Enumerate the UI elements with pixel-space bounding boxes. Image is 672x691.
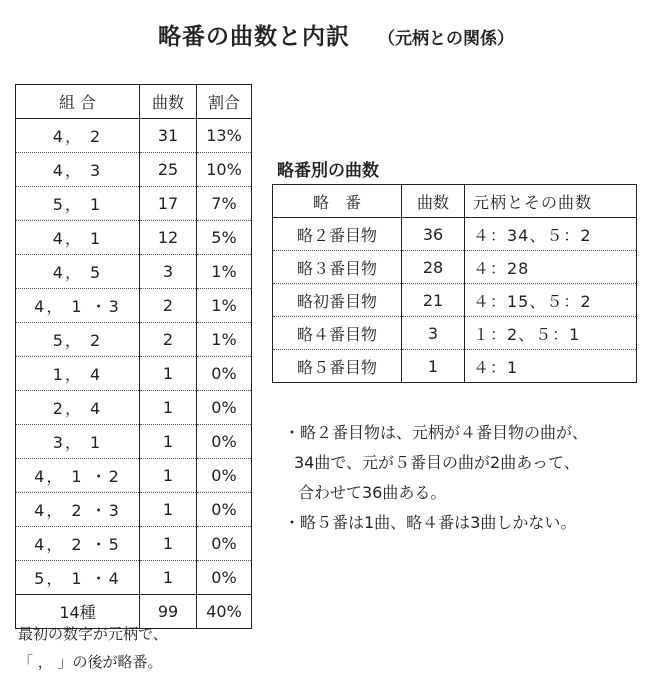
note-item: 合わせて36曲ある。 [298, 483, 447, 502]
cell-combination: 4， 2 [16, 119, 140, 153]
cell-combination: 4， 3 [16, 153, 140, 187]
cell-count: 36 [402, 218, 465, 251]
header-ryaku: 略 番 [273, 185, 402, 218]
combination-note [18, 620, 168, 676]
cell-ratio: 1% [197, 323, 252, 357]
table-row [16, 391, 252, 425]
table-row [16, 187, 252, 221]
table-row [16, 323, 252, 357]
table-row [16, 493, 252, 527]
table-row [16, 119, 252, 153]
ryaku-heading: 略番別の曲数 [277, 161, 379, 181]
note-item: ・略２番目物は、元柄が４番目物の曲が、 [284, 423, 589, 442]
table-row [16, 459, 252, 493]
cell-ratio: 0% [197, 425, 252, 459]
cell-ryaku: 略５番目物 [296, 357, 377, 377]
total-ratio: 40% [197, 595, 252, 629]
cell-ryaku: 略２番目物 [273, 218, 402, 251]
cell-ratio: 7% [197, 187, 252, 221]
cell-ratio: 10% [197, 153, 252, 187]
table-row [16, 561, 252, 595]
cell-ratio: 0% [197, 493, 252, 527]
header-count: 曲数 [140, 85, 197, 119]
cell-ratio: 1% [197, 289, 252, 323]
note-item: ・略５番は1曲、略４番は3曲しかない。 [284, 513, 577, 532]
cell-count: 25 [140, 153, 197, 187]
cell-ryaku: 略３番目物 [273, 251, 402, 284]
cell-ratio: 5% [197, 221, 252, 255]
table-row [273, 317, 637, 350]
table-row [273, 284, 637, 317]
cell-ratio: 0% [197, 561, 252, 595]
note-line: 「 ， 」の後が略番。 [18, 653, 163, 671]
cell-count: 1 [140, 425, 197, 459]
cell-combination: 4， 1 ・2 [16, 459, 140, 493]
cell-ratio: 0% [197, 459, 252, 493]
table-row [273, 350, 637, 383]
table-row [16, 289, 252, 323]
cell-combination: 1， 4 [16, 357, 140, 391]
cell-combination: 4， 2 ・5 [16, 527, 140, 561]
cell-origin-detail: ４：1 [465, 350, 637, 383]
cell-origin-detail: ４：34、５：2 [465, 218, 637, 251]
page-title [0, 18, 672, 51]
cell-count: 1 [140, 357, 197, 391]
cell-count: 1 [140, 391, 197, 425]
cell-count: 1 [140, 527, 197, 561]
cell-combination: 3， 1 [16, 425, 140, 459]
title-main: 略番の曲数と内訳 [158, 24, 350, 50]
cell-combination: 4， 1 [16, 221, 140, 255]
cell-count: 12 [140, 221, 197, 255]
header-ratio: 割合 [197, 85, 252, 119]
cell-ratio: 0% [197, 527, 252, 561]
cell-combination: 5， 1 [16, 187, 140, 221]
cell-count: 28 [402, 251, 465, 284]
total-count: 99 [140, 595, 197, 629]
cell-ryaku: 略初番目物 [273, 284, 402, 317]
table-header-row [273, 185, 637, 218]
total-kinds: 14種 [16, 595, 140, 629]
table-row [16, 255, 252, 289]
note-line: 最初の数字が元柄で、 [18, 625, 168, 643]
cell-ratio: 0% [197, 357, 252, 391]
table-row [273, 251, 637, 284]
title-sub: （元柄との関係） [378, 29, 514, 49]
cell-count: 2 [140, 289, 197, 323]
table-row [273, 218, 637, 251]
notes-list [284, 418, 588, 538]
cell-origin-detail: ４：15、５：2 [465, 284, 637, 317]
cell-count: 3 [402, 317, 465, 350]
cell-count: 31 [140, 119, 197, 153]
cell-combination: 4， 1 ・3 [16, 289, 140, 323]
cell-origin-detail: １：2、５：1 [465, 317, 637, 350]
cell-combination: 2， 4 [16, 391, 140, 425]
cell-ratio: 0% [197, 391, 252, 425]
header-origin-detail: 元柄とその曲数 [465, 185, 637, 218]
table-row [16, 527, 252, 561]
cell-combination: 4， 2 ・3 [16, 493, 140, 527]
cell-count: 3 [140, 255, 197, 289]
table-header-row [16, 85, 252, 119]
cell-count: 2 [140, 323, 197, 357]
cell-combination: 4， 5 [16, 255, 140, 289]
cell-combination: 5， 1 ・4 [16, 561, 140, 595]
table-row [16, 357, 252, 391]
cell-ratio: 13% [197, 119, 252, 153]
header-combination: 組 合 [16, 85, 140, 119]
table-row [16, 221, 252, 255]
note-item: 34曲で、元が５番目の曲が2曲あって、 [294, 453, 580, 472]
ryaku-table [272, 184, 637, 383]
cell-count: 21 [402, 284, 465, 317]
header-count: 曲数 [402, 185, 465, 218]
cell-ryaku: 略４番目物 [273, 317, 402, 350]
table-row [16, 153, 252, 187]
cell-count: 1 [140, 459, 197, 493]
cell-ratio: 1% [197, 255, 252, 289]
cell-combination: 5， 2 [16, 323, 140, 357]
cell-origin-detail: ４：28 [465, 251, 637, 284]
table-row [16, 425, 252, 459]
cell-count: 17 [140, 187, 197, 221]
combination-table [15, 84, 252, 629]
cell-count: 1 [402, 350, 465, 383]
cell-count: 1 [140, 493, 197, 527]
cell-count: 1 [140, 561, 197, 595]
